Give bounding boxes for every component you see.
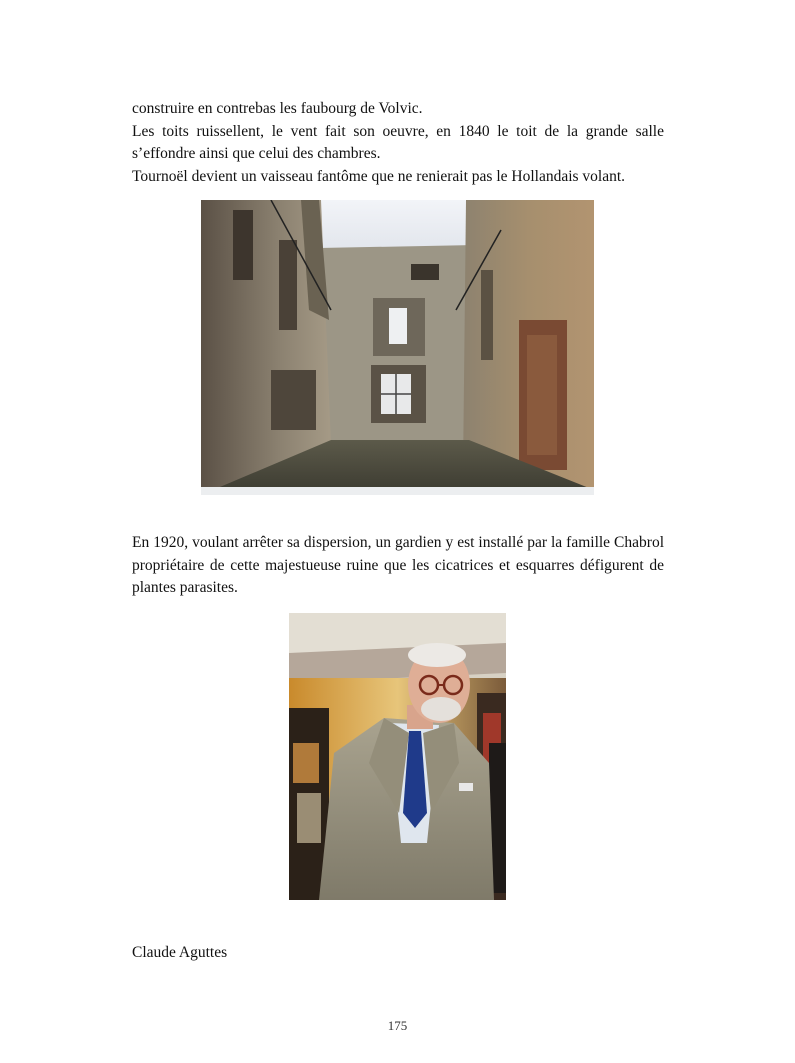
paragraph-guardian [132,532,664,600]
text-line-ghost-ship: Tournoël devient un vaisseau fantôme que ne renierait pas le Hollandais volant. [132,167,626,185]
text-line-roofs: Les toits ruissellent, le vent fait son oeuvre, en 1840 le toit de la grande salle s’effondre ainsi que celui des chambres. [132,122,664,162]
author-name: Claude Aguttes [132,944,228,961]
text-guardian: En 1920, voulant arrêter sa dispersion, un gardien y est installé par la famille Chabrol propriétaire de cette majestueuse ruine que les cicatrices et esquarres défigurent de plantes parasites. [132,534,664,596]
page-number: 175 [387,1018,408,1033]
paragraph-castle-decay [132,98,664,188]
portrait-photo [289,613,506,900]
text-line-volvic: construire en contrebas les faubourg de Volvic. [132,100,423,117]
castle-ruin-photo [201,200,594,495]
